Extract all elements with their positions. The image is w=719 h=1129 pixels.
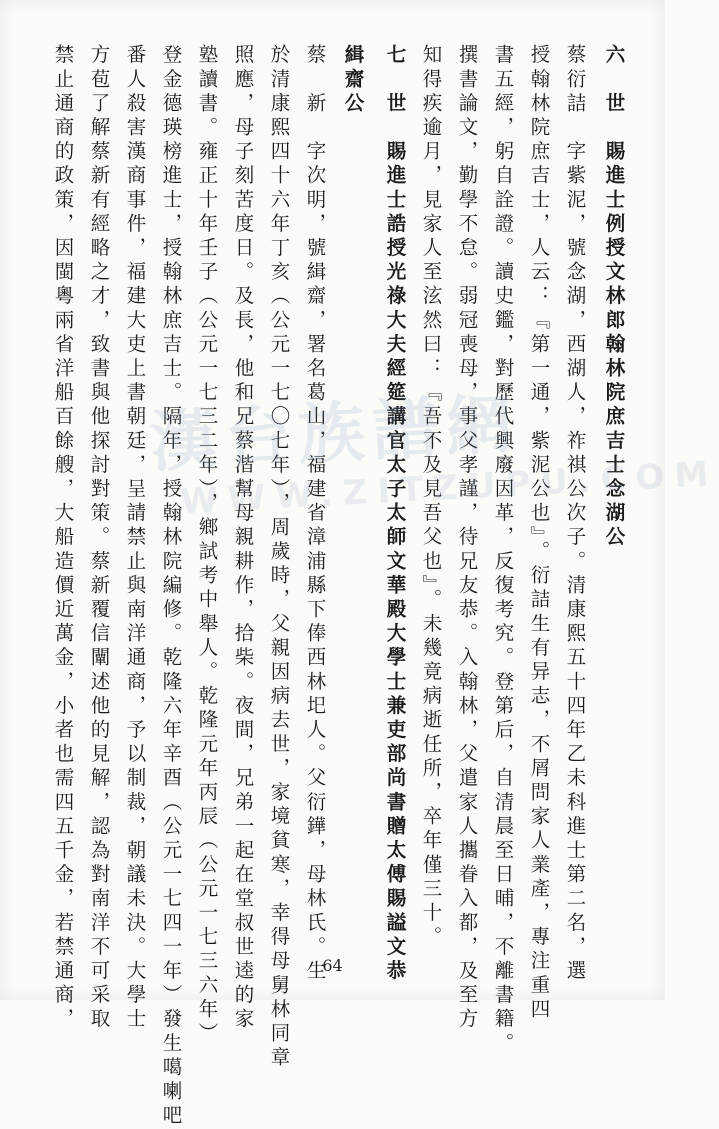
text-column: 授翰林院庶吉士，人云：『第一通，紫泥公也』。衍詰生有异志，不屑問家人業產，專注重四 xyxy=(527,44,551,1023)
text-column: 蔡衍詰 字紫泥，號念湖，西湖人，祚祺公次子。清康熙五十四年乙未科進士第二名，選 xyxy=(563,44,587,984)
page-number: 64 xyxy=(322,956,343,975)
generation-seven-name: 緝齋公 xyxy=(341,44,365,117)
text-column: 知得疾逾月，見家人至泫然曰：『吾不及見吾父也』。未幾竟病逝任所，卒年僅三十。 xyxy=(419,44,443,951)
text-column: 照應，母子刻苦度日。及長，他和兄蔡湝幫母親耕作，拾柴。夜間，兄弟一起在堂叔世逵的家 xyxy=(231,44,255,1033)
text-column: 禁止通商的政策，因閩粵兩省洋船百餘艘，大船造價近萬金，小者也需四五千金，若禁通商， xyxy=(51,44,75,1033)
generation-six-heading: 六 世 賜進士例授文林郎翰林院庶吉士念湖公 xyxy=(602,44,626,551)
text-column: 番人殺害漢商事件，福建大吏上書朝廷，呈請禁止與南洋通商，予以制裁，朝議未決。大學士 xyxy=(123,44,147,1033)
generation-seven-heading: 七 世 賜進士誥授光祿大夫經筵講官太子太師文華殿大學士兼吏部尚書贈太傅賜謚文恭 xyxy=(383,44,407,984)
site-watermark: 漢台族譜網 xyxy=(148,385,523,482)
text-column: 塾讀書。雍正十年壬子（公元一七三二年），鄉試考中舉人。乾隆元年丙辰（公元一七三六年） xyxy=(195,44,219,1047)
text-column: 登金德瑛榜進士，授翰林庶吉士。隔年，授翰林院編修。乾隆六年辛酉（公元一七四一年）發生噶喇吧 xyxy=(159,44,183,1129)
text-column: 蔡 新 字次明，號緝齋，署名葛山，福建省漳浦縣下俸西林圯人。父衍鏵，母林氏。生 xyxy=(303,44,327,984)
text-column: 方苞了解蔡新有經略之才，致書與他探討對策。蔡新覆信闡述他的見解，認為對南洋不可采取 xyxy=(87,44,111,1033)
text-column: 撰書論文，勤學不怠。弱冠喪母，事父孝謹，待兄友恭。入翰林，父遣家人攜眷入都，及至方 xyxy=(455,44,479,1033)
text-column: 書五經，躬自詮證。讀史鑑，對歷代興廢因革，反復考究。登第后，自清晨至日晡，不離書籍。 xyxy=(491,44,515,1057)
text-column: 於清康熙四十六年丁亥（公元一七〇七年），周歲時，父親因病去世，家境貧寒，幸得母舅林同章 xyxy=(267,44,291,1071)
site-watermark-url: WWW.ZITZUPU.COM xyxy=(179,453,719,523)
